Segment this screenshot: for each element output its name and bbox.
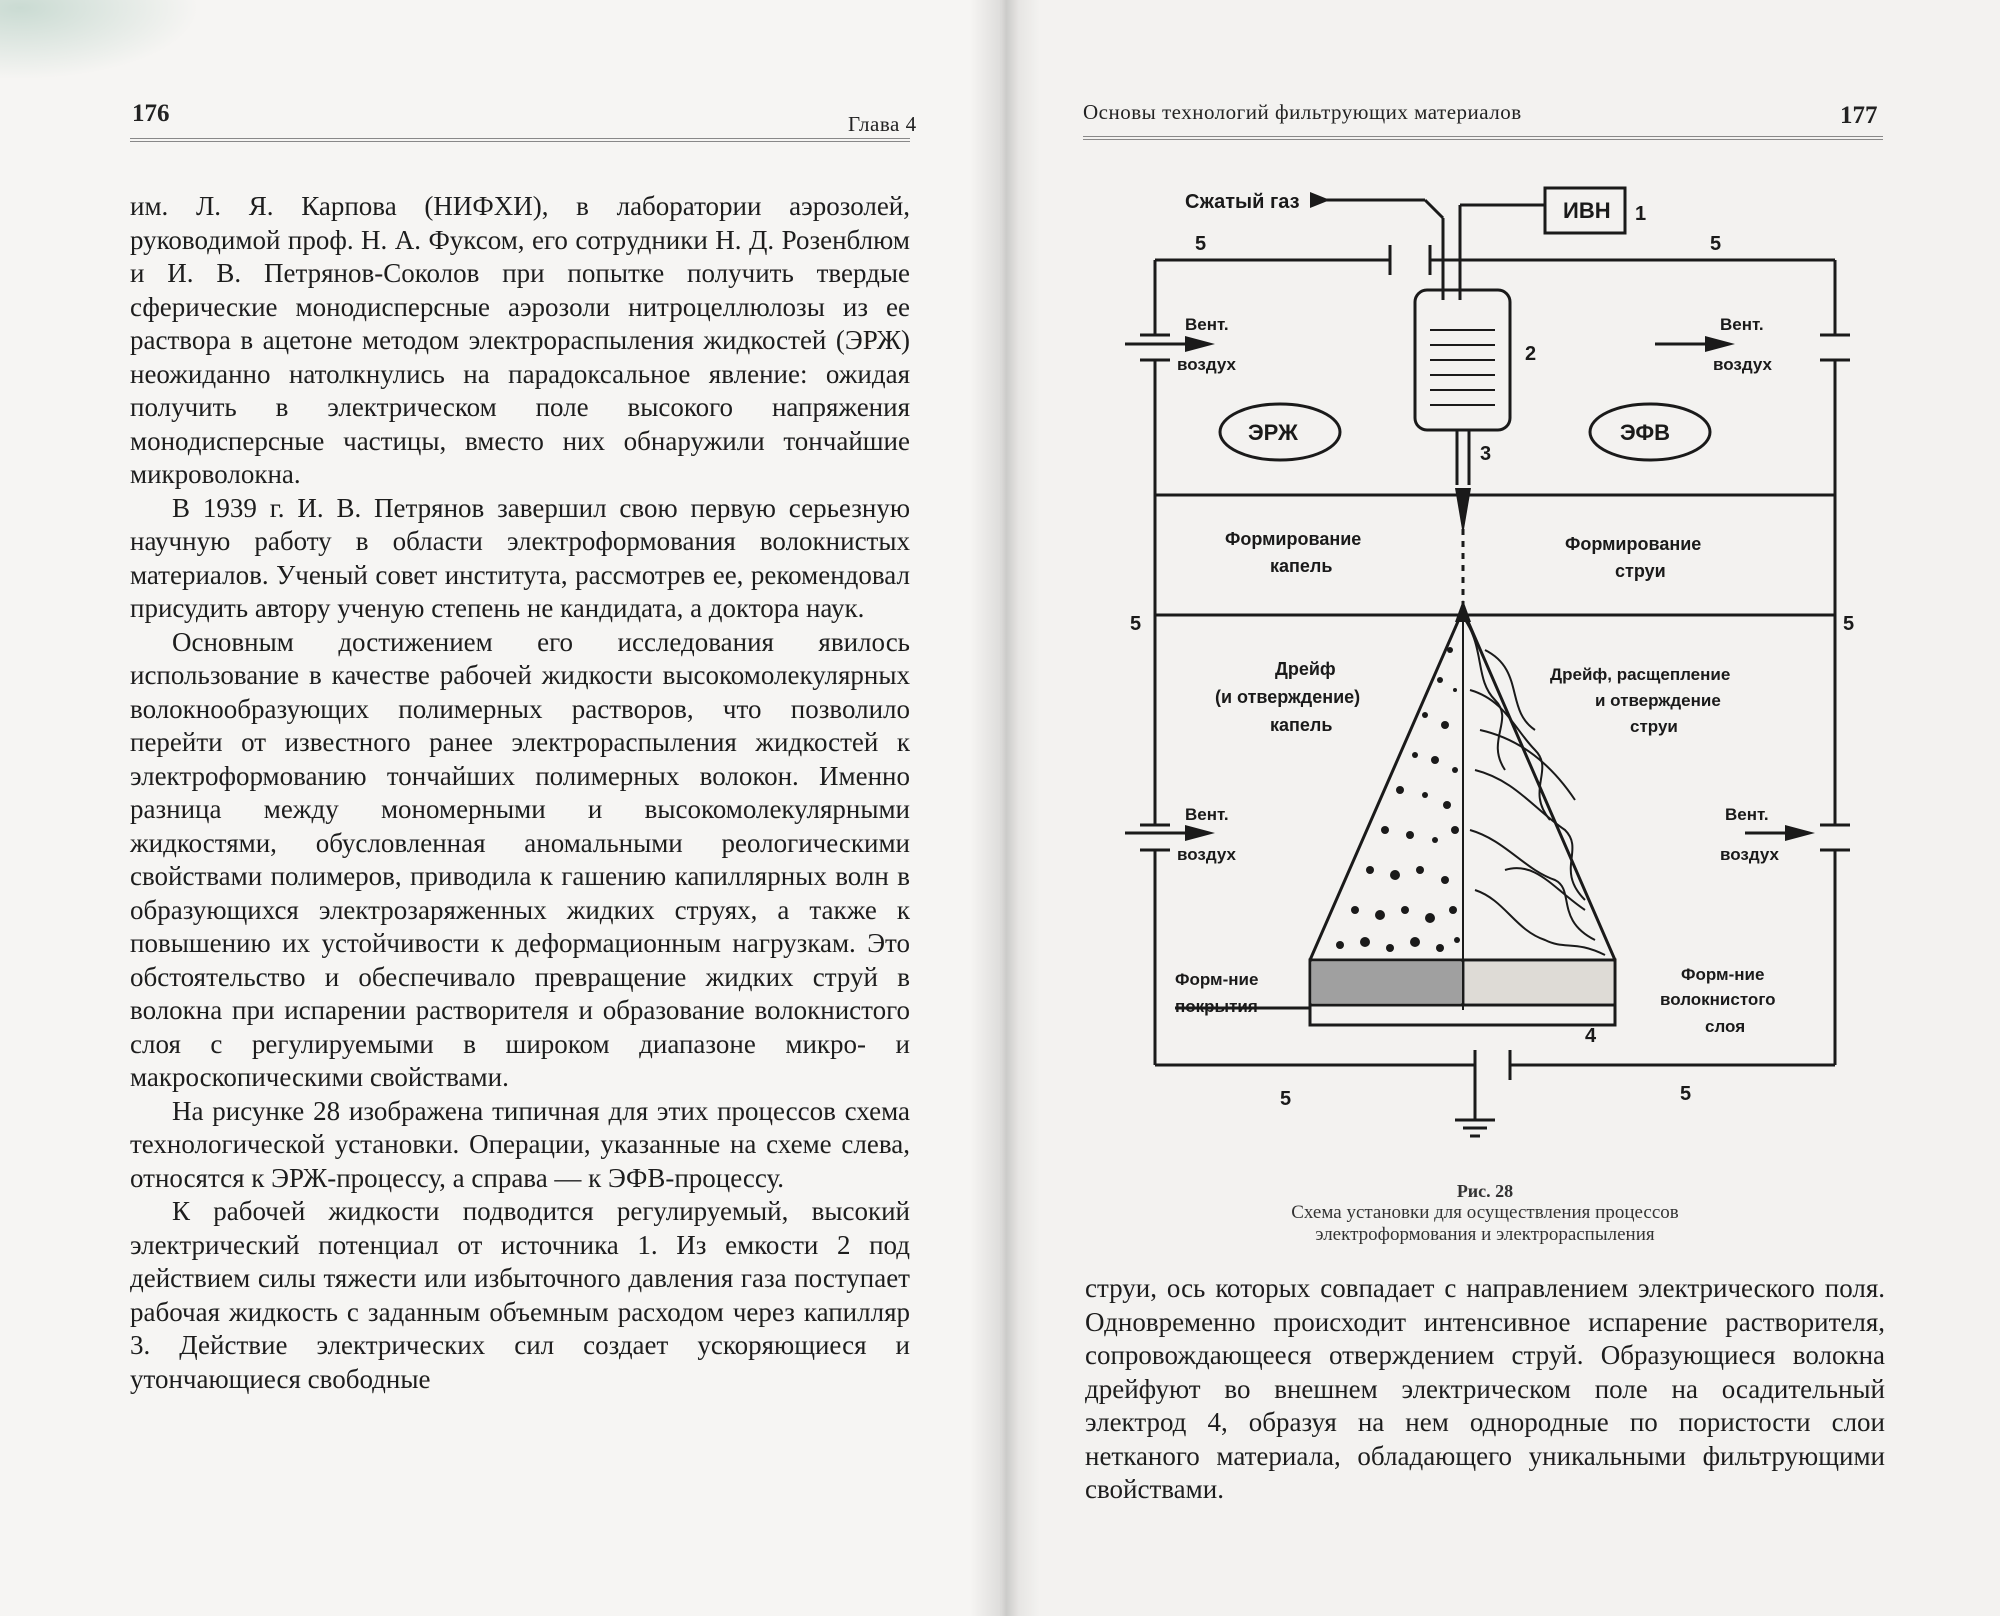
label-2: 2 (1525, 343, 1537, 365)
label-5: 5 (1710, 233, 1722, 255)
label-4: 4 (1585, 1025, 1597, 1047)
air-label: воздух (1177, 355, 1236, 374)
label-5: 5 (1680, 1083, 1692, 1105)
right-header-rule (1083, 136, 1883, 142)
label-3: 3 (1480, 443, 1492, 465)
drift-right-line2: и отверждение (1595, 691, 1721, 710)
vent-label: Вент. (1720, 315, 1764, 334)
figure-number: Рис. 28 (1456, 1181, 1514, 1201)
figure-caption (1085, 1180, 1885, 1246)
label-5: 5 (1280, 1088, 1292, 1110)
caption-line: электроформования и электрораспыления (1315, 1224, 1655, 1245)
paragraph: На рисунке 28 изображена типичная для этих процессов схема технологической установки. Операции, указанные на схеме слева, относятся к ЭРЖ-процессу, а справа — к ЭФВ-процессу. (130, 1095, 910, 1193)
vent-label: Вент. (1725, 805, 1769, 824)
left-body-text (130, 190, 910, 1396)
right-body-text (1085, 1272, 1885, 1507)
form-jets-line2: струи (1615, 561, 1666, 581)
right-running-head: Основы технологий фильтрующих материалов (1083, 100, 1522, 124)
form-drops-line2: капель (1270, 556, 1333, 576)
fiber-layer-line1: Форм-ние (1681, 965, 1765, 984)
air-label: воздух (1720, 845, 1779, 864)
air-label: воздух (1177, 845, 1236, 864)
left-page-number: 176 (132, 100, 170, 127)
compressed-gas-label: Сжатый газ (1185, 191, 1300, 213)
drift-left-line2: (и отверждение) (1215, 687, 1361, 707)
vent-label: Вент. (1185, 315, 1229, 334)
label-1: 1 (1635, 203, 1647, 225)
drift-right-line1: Дрейф, расщепление (1550, 665, 1731, 684)
vent-label: Вент. (1185, 805, 1229, 824)
coating-line2: покрытия (1175, 997, 1258, 1016)
paragraph: Основным достижением его исследования явилось использование в качестве рабочей жидкости высокомолекулярных волокнообразующих полимерных растворов, что позволило перейти от известного ранее электрораспыления жидкостей к электроформованию тончайших полимерных волокон. Именно разница между мономерными и высокомолекулярными жидкостями, обусловленная аномальными реологическими свойствами полимеров, приводила к гашению капиллярных волн в образующихся электрозаряженных жидких струях, а также к повышению их устойчивости к деформационным нагрузкам. Это обстоятельство и обеспечивало превращение жидких струй в волокна при испарении растворителя и образование волокнистого слоя с регулируемыми в широком диапазоне микро- и макроскопическими свойствами. (130, 626, 910, 1092)
paragraph: им. Л. Я. Карпова (НИФХИ), в лаборатории аэрозолей, руководимой проф. Н. А. Фуксом, его сотрудники Н. Д. Розенблюм и И. В. Петрянов-Соколов при попытке получить твердые сферические монодисперсные аэрозоли нитроцеллюлозы из ее раствора в ацетоне методом электрораспыления жидкостей (ЭРЖ) неожиданно натолкнулись на парадоксальное явление: ожидая получить в электрическом поле высокого напряжения монодисперсные частицы, вместо них обнаружили тончайшие микроволокна. (130, 191, 910, 489)
drift-left-line1: Дрейф (1275, 659, 1336, 679)
caption-line: Схема установки для осуществления процессов (1291, 1202, 1679, 1223)
form-jets-line1: Формирование (1565, 534, 1702, 554)
corner-stain (0, 0, 200, 80)
efv-label: ЭФВ (1620, 420, 1671, 445)
form-drops-line1: Формирование (1225, 529, 1362, 549)
ivn-label: ИВН (1563, 198, 1611, 223)
label-5: 5 (1195, 233, 1207, 255)
drift-left-line3: капель (1270, 715, 1333, 735)
book-gutter (970, 0, 1040, 1616)
paragraph: струи, ось которых совпадает с направлением электрического поля. Одновременно происходит интенсивное испарение растворителя, сопровождающееся отверждением струй. Образующиеся волокна дрейфуют во внешнем электрическом поле на осадительный электрод 4, образуя на нем однородные по пористости слои нетканого материала, обладающего уникальными фильтрующими свойствами. (1085, 1273, 1885, 1504)
left-running-head: Глава 4 (848, 112, 917, 136)
label-5: 5 (1843, 613, 1855, 635)
left-header-rule (130, 138, 910, 144)
apparatus-diagram (1085, 170, 1885, 1190)
air-label: воздух (1713, 355, 1772, 374)
fiber-layer-line2: волокнистого (1660, 990, 1776, 1009)
right-page-number: 177 (1840, 102, 1878, 129)
paragraph: В 1939 г. И. В. Петрянов завершил свою первую серьезную научную работу в области электроформования волокнистых материалов. Ученый совет института, рассмотрев ее, рекомендовал присудить автору ученую степень не кандидата, а доктора наук. (130, 492, 910, 623)
figure-28 (1085, 170, 1885, 1190)
label-5: 5 (1130, 613, 1142, 635)
coating-line1: Форм-ние (1175, 970, 1259, 989)
fiber-layer-line3: слоя (1705, 1017, 1746, 1036)
erzh-label: ЭРЖ (1248, 420, 1298, 445)
paragraph: К рабочей жидкости подводится регулируемый, высокий электрический потенциал от источника 1. Из емкости 2 под действием силы тяжести или избыточного давления газа поступает рабочая жидкость с заданным объемным расходом через капилляр 3. Действие электрических сил создает ускоряющиеся и утончающиеся свободные (130, 1196, 910, 1394)
drift-right-line3: струи (1630, 717, 1678, 736)
